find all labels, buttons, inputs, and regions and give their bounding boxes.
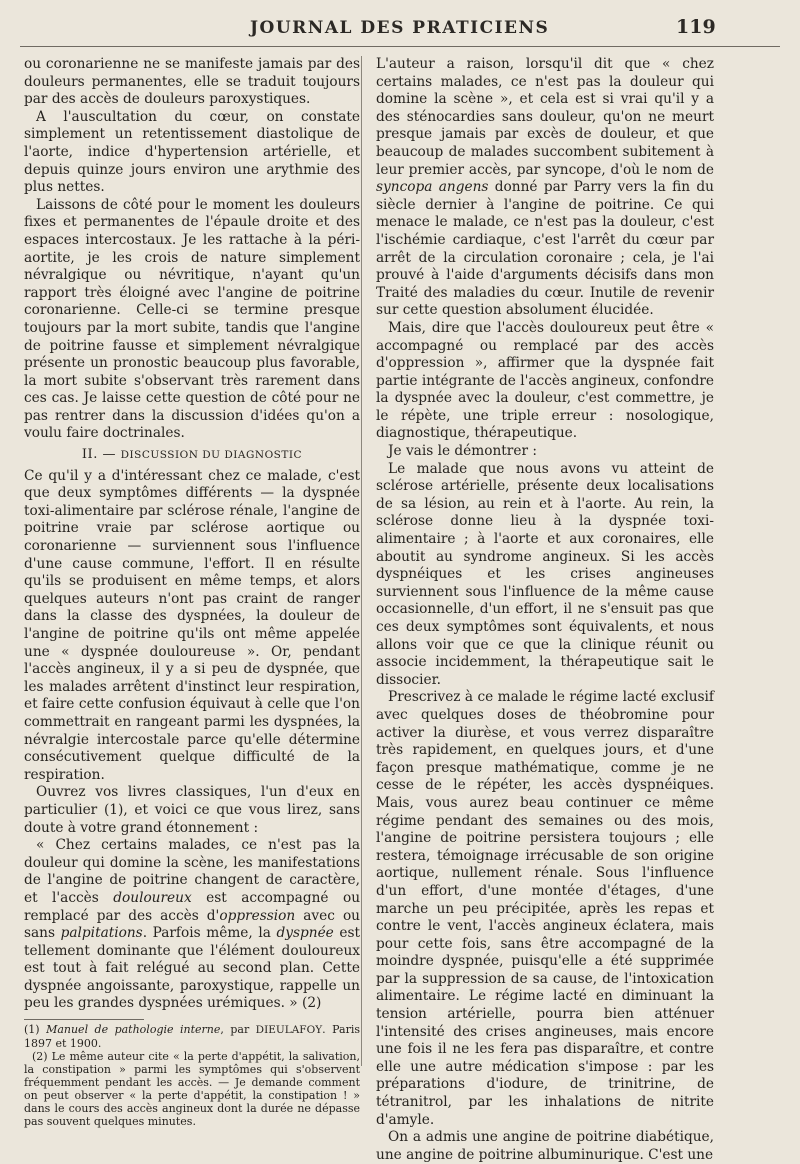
journal-title: JOURNAL DES PRATICIENS xyxy=(250,18,550,38)
quote-italic: oppression xyxy=(219,907,296,924)
quotation xyxy=(24,837,360,1013)
quote-text: est accompagné ou remplacé par des accès d' xyxy=(24,889,361,924)
footnote-rule xyxy=(24,1019,144,1020)
paragraph: Laissons de côté pour le moment les douleurs fixes et permanentes de l'épaule droite et des espaces intercostaux. Je les rattache à la péri-aortite, je les crois de nature simplement névralgique ou névritique, n'ayant qu'un rapport très éloigné avec l'angine de poitrine coronarienne. Celle-ci se termine presque toujours par la mort subite, tandis que l'angine de poitrine fausse et simplement névralgique présente un pronostic beaucoup plus favorable, la mort subite s'observant très rarement dans ces cas. Je laisse cette question de côté pour ne pas rentrer dans la discussion d'idées qu'on a voulu faire doctrinales. xyxy=(24,196,360,442)
footnote-text: . Paris 1897 et 1900. xyxy=(24,1023,360,1051)
footnote-1 xyxy=(24,1023,360,1050)
page-number: 119 xyxy=(676,16,716,38)
section-numeral: II. — xyxy=(81,447,116,463)
quote-italic: palpitations xyxy=(60,925,143,942)
paragraph: On a admis une angine de poitrine diabétique, une angine de poitrine albuminurique. C'est une xyxy=(376,1129,714,1163)
right-column xyxy=(376,56,714,1164)
paragraph: Ce qu'il y a d'intéressant chez ce malade, c'est que deux symptômes différents — la dyspnée toxi-alimentaire par sclérose rénale, l'angine de poitrine vraie par sclérose aortique ou coronarienne — surviennent sous l'influence d'une cause commune, l'effort. Il en résulte qu'ils se produisent en même temps, et alors quelques auteurs n'ont pas craint de ranger dans la classe des dyspnées, la douleur de l'angine de poitrine qu'ils ont même appelée une « dyspnée douloureuse ». Or, pendant l'accès angineux, il y a si peu de dyspnée, que les malades arrêtent d'instinct leur respiration, et faire cette confusion équivaut à celle que l'on commettrait en rangeant parmi les dyspnées, la névralgie intercostale parce qu'elle détermine consécutivement quelque difficulté de la respiration. xyxy=(24,467,360,783)
footnote-text: , par xyxy=(220,1023,256,1037)
quote-text: est tellement dominante que l'élément douloureux est tout à fait relégué au second plan. Cette dyspnée angoissante, paroxystique, rappelle un peu les grandes dyspnées urémiques. » (2) xyxy=(24,925,361,1012)
quote-text: « Chez certains malades, ce n'est pas la douleur qui domine la scène, les manifestations de l'angine de poitrine changent de caractère, et l'accès xyxy=(24,837,360,906)
paragraph-text: L'auteur a raison, lorsqu'il dit que « chez certains malades, ce n'est pas la douleur qui domine la scène », et cela est si vrai qu'il y a des sténocardies sans douleur, qu'on ne meurt presque jamais par excès de douleur, et que beaucoup de malades succombent subitement à leur premier accès, par syncope, d'où le nom de xyxy=(376,56,714,178)
footnote-2: (2) Le même auteur cite « la perte d'appétit, la salivation, la constipation » parmi les symptômes qui s'observent fréquemment pendant les accès. — Je demande comment on peut observer « la perte d'appétit, la constipation ! » dans le cours des accès angineux dont la durée ne dépasse pas souvent quelques minutes. xyxy=(24,1050,360,1129)
paragraph: A l'auscultation du cœur, on constate simplement un retentissement diastolique de l'aorte, indice d'hypertension artérielle, et depuis quinze jours environ une arythmie des plus nettes. xyxy=(24,108,360,196)
quote-italic: douloureux xyxy=(113,889,192,906)
section-title: DISCUSSION DU DIAGNOSTIC xyxy=(120,449,303,462)
left-column xyxy=(24,56,360,1128)
running-header xyxy=(0,14,800,48)
paragraph: Le malade que nous avons vu atteint de sclérose artérielle, présente deux localisations de sa lésion, au rein et à l'aorte. Au rein, la sclérose donne lieu à la dyspnée toxi-alimentaire ; à l'aorte et aux coronaires, elle aboutit au syndrome angineux. Si les accès dyspnéiques et les crises angineuses surviennent sous l'influence de la même cause occasionnelle, d'un effort, il ne s'ensuit pas que ces deux symptômes sont équivalents, et nous allons voir que ce que la clinique réunit ou associe incidemment, la thérapeutique sait le dissocier. xyxy=(376,460,714,688)
quote-text: avec ou sans xyxy=(24,907,361,942)
paragraph-text: donné par Parry vers la fin du siècle dernier à l'angine de poitrine. Ce qui menace le malade, ce n'est pas la douleur, c'est l'ischémie cardiaque, c'est l'arrêt du cœur par arrêt de la circulation coronaire ; cela, je l'ai prouvé à l'aide d'arguments décisifs dans mon Traité des maladies du cœur. Inutile de revenir sur cette question absolument élucidée. xyxy=(376,179,714,319)
paragraph: ou coronarienne ne se manifeste jamais par des douleurs permanentes, elle se traduit toujours par des accès de douleurs paroxystiques. xyxy=(24,56,360,108)
footnote-book-title: Manuel de pathologie interne xyxy=(46,1023,221,1037)
quote-italic: dyspnée xyxy=(276,925,334,942)
footnote-marker: (1) xyxy=(24,1023,47,1037)
section-heading xyxy=(24,446,360,465)
header-rule xyxy=(20,46,780,47)
paragraph xyxy=(376,56,714,320)
column-divider xyxy=(361,56,362,1066)
footnote-author: DIEULAFOY xyxy=(255,1024,323,1037)
quote-text: . Parfois même, la xyxy=(142,925,277,942)
paragraph: Je vais le démontrer : xyxy=(388,443,537,460)
paragraph: Prescrivez à ce malade le régime lacté exclusif avec quelques doses de théobromine pour activer la diurèse, et vous verrez disparaître très rapidement, en quelques jours, et d'une façon presque mathématique, comme je ne cesse de le répéter, les accès dyspnéiques. Mais, vous aurez beau continuer ce même régime pendant des semaines ou des mois, l'angine de poitrine persistera toujours ; elle restera, témoignage irrécusable de son origine aortique, nullement rénale. Sous l'influence d'un effort, d'une montée d'étages, d'une marche un peu précipitée, après les repas et contre le vent, l'accès angineux éclatera, mais pour cette fois, sans être accompagné de la moindre dyspnée, puisqu'elle a été supprimée par la suppression de sa cause, de l'intoxication alimentaire. Le régime lacté en diminuant la tension artérielle, pourra bien atténuer l'intensité des crises angineuses, mais encore une fois il ne les fera pas disparaître, et contre elle une autre médication s'impose : par les préparations d'iodure, de trinitrine, de tétranitrol, par les inhalations de nitrite d'amyle. xyxy=(376,689,714,1128)
italic-term: syncopa angens xyxy=(376,179,489,196)
paragraph: Mais, dire que l'accès douloureux peut être « accompagné ou remplacé par des accès d'oppression », affirmer que la dyspnée fait partie intégrante de l'accès angineux, confondre la dyspnée avec la douleur, c'est commettre, je le répète, une triple erreur : nosologique, diagnostique, thérapeutique. xyxy=(376,319,714,442)
paragraph: Ouvrez vos livres classiques, l'un d'eux en particulier (1), et voici ce que vous lirez, sans doute à votre grand étonnement : xyxy=(24,784,360,836)
